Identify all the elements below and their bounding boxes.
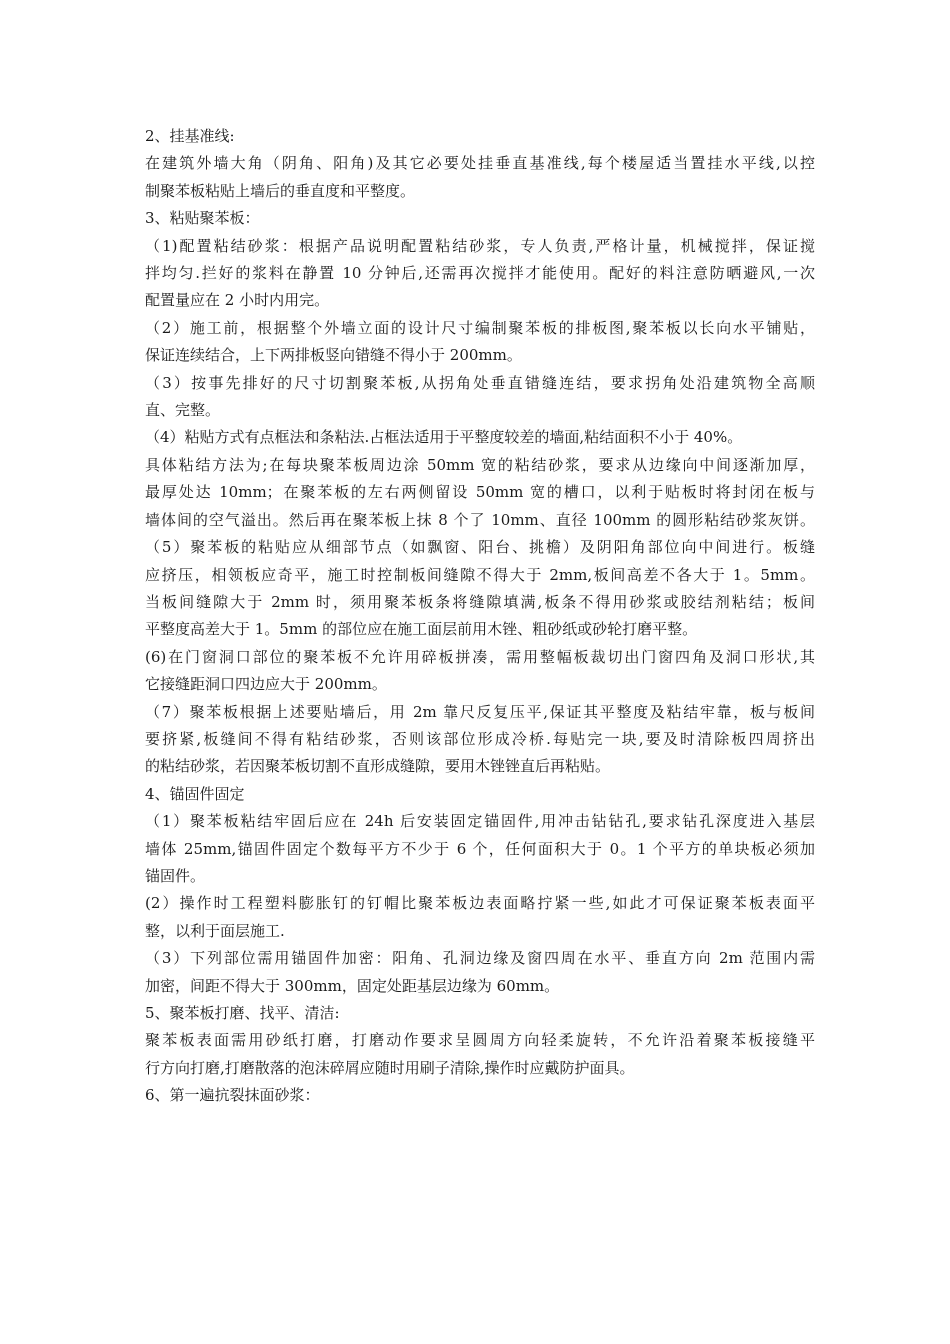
text-line: 当板间缝隙大于 2mm 时，须用聚苯板条将缝隙填满,板条不得用砂浆或胶结剂粘结；板间 — [145, 592, 815, 611]
text-line: 最厚处达 10mm；在聚苯板的左右两侧留设 50mm 宽的槽口，以利于贴板时将封闭在板与 — [145, 483, 815, 502]
text-line: 5、聚苯板打磨、找平、清洁: — [145, 1004, 340, 1022]
text-line: 应挤压，相领板应奇平，施工时控制板间缝隙不得大于 2mm,板间高差不各大于 1。5mm。 — [145, 565, 815, 584]
text-line: （7）聚苯板根据上述要贴墙后，用 2m 靠尺反复压平,保证其平整度及粘结牢靠，板与板间 — [145, 702, 815, 721]
text-line: 制聚苯板粘贴上墙后的垂直度和平整度。 — [145, 181, 416, 200]
text-line: （5）聚苯板的粘贴应从细部节点（如飘窗、阳台、挑檐）及阴阳角部位向中间进行。板缝 — [145, 538, 815, 557]
text-line: (6)在门窗洞口部位的聚苯板不允许用碎板拼凑，需用整幅板裁切出门窗四角及洞口形状,其 — [145, 647, 815, 666]
document-body — [145, 123, 815, 1110]
text-line: (2）操作时工程塑料膨胀钉的钉帽比聚苯板边表面略拧紧一些,如此才可保证聚苯板表面平 — [145, 894, 815, 913]
text-line: （4）粘贴方式有点框法和条粘法.占框法适用于平整度较差的墙面,粘结面积不小于 40%。 — [145, 428, 743, 447]
text-line: 6、第一遍抗裂抹面砂浆： — [145, 1086, 320, 1105]
text-line: 配置量应在 2 小时内用完。 — [145, 291, 330, 310]
text-line: 加密，间距不得大于 300mm，固定处距基层边缘为 60mm。 — [145, 976, 560, 995]
text-line: （1）聚苯板粘结牢固后应在 24h 后安装固定锚固件,用冲击钻钻孔,要求钻孔深度进入基层 — [145, 812, 815, 831]
text-line: 拌均匀.拦好的浆料在静置 10 分钟后,还需再次搅拌才能使用。配好的料注意防晒避风,一次 — [145, 264, 815, 283]
text-line: （3）下列部位需用锚固件加密：阳角、孔洞边缘及窗四周在水平、垂直方向 2m 范围内需 — [145, 949, 815, 968]
text-line: 直、完整。 — [145, 401, 221, 420]
text-line: 保证连续结合，上下两排板竖向错缝不得小于 200mm。 — [145, 346, 522, 365]
text-line: 整，以利于面层施工. — [145, 921, 285, 940]
text-line: 4、锚固件固定 — [145, 784, 245, 803]
text-line: 锚固件。 — [145, 866, 206, 885]
text-line: 聚苯板表面需用砂纸打磨，打磨动作要求呈圆周方向轻柔旋转，不允许沿着聚苯板接缝平 — [145, 1031, 815, 1050]
text-line: 在建筑外墙大角（阴角、阳角)及其它必要处挂垂直基准线,每个楼屋适当置挂水平线,以控 — [145, 154, 815, 173]
text-line: 具体粘结方法为;在每块聚苯板周边涂 50mm 宽的粘结砂浆，要求从边缘向中间逐渐加厚， — [145, 455, 815, 474]
text-line: 墙体 25mm,锚固件固定个数每平方不少于 6 个，任何面积大于 0。1 个平方的单块板必须加 — [145, 839, 815, 858]
text-line: 3、粘贴聚苯板： — [145, 209, 260, 228]
text-line: 墙体间的空气溢出。然后再在聚苯板上抹 8 个了 10mm、直径 100mm 的圆形粘结砂浆灰饼。 — [145, 510, 815, 529]
text-line: 它接缝距洞口四边应大于 200mm。 — [145, 675, 387, 694]
text-line: （1)配置粘结砂浆：根据产品说明配置粘结砂浆，专人负责,严格计量，机械搅拌，保证搅 — [145, 236, 815, 255]
text-line: 行方向打磨,打磨散落的泡沫碎屑应随时用刷子清除,操作时应戴防护面具。 — [145, 1058, 635, 1077]
text-line: 要挤紧,板缝间不得有粘结砂浆，否则该部位形成冷桥.每贴完一块,要及时清除板四周挤出 — [145, 729, 815, 748]
text-line: （3）按事先排好的尺寸切割聚苯板,从拐角处垂直错缝连结，要求拐角处沿建筑物全高顺 — [145, 373, 815, 392]
text-line: 平整度高差大于 1。5mm 的部位应在施工面层前用木锉、粗砂纸或砂轮打磨平整。 — [145, 620, 698, 639]
text-line: （2）施工前，根据整个外墙立面的设计尺寸编制聚苯板的排板图,聚苯板以长向水平铺贴， — [145, 318, 815, 337]
text-line: 2、挂基准线: — [145, 127, 235, 145]
text-line: 的粘结砂浆，若因聚苯板切割不直形成缝隙，要用木锉锉直后再粘贴。 — [145, 757, 611, 776]
